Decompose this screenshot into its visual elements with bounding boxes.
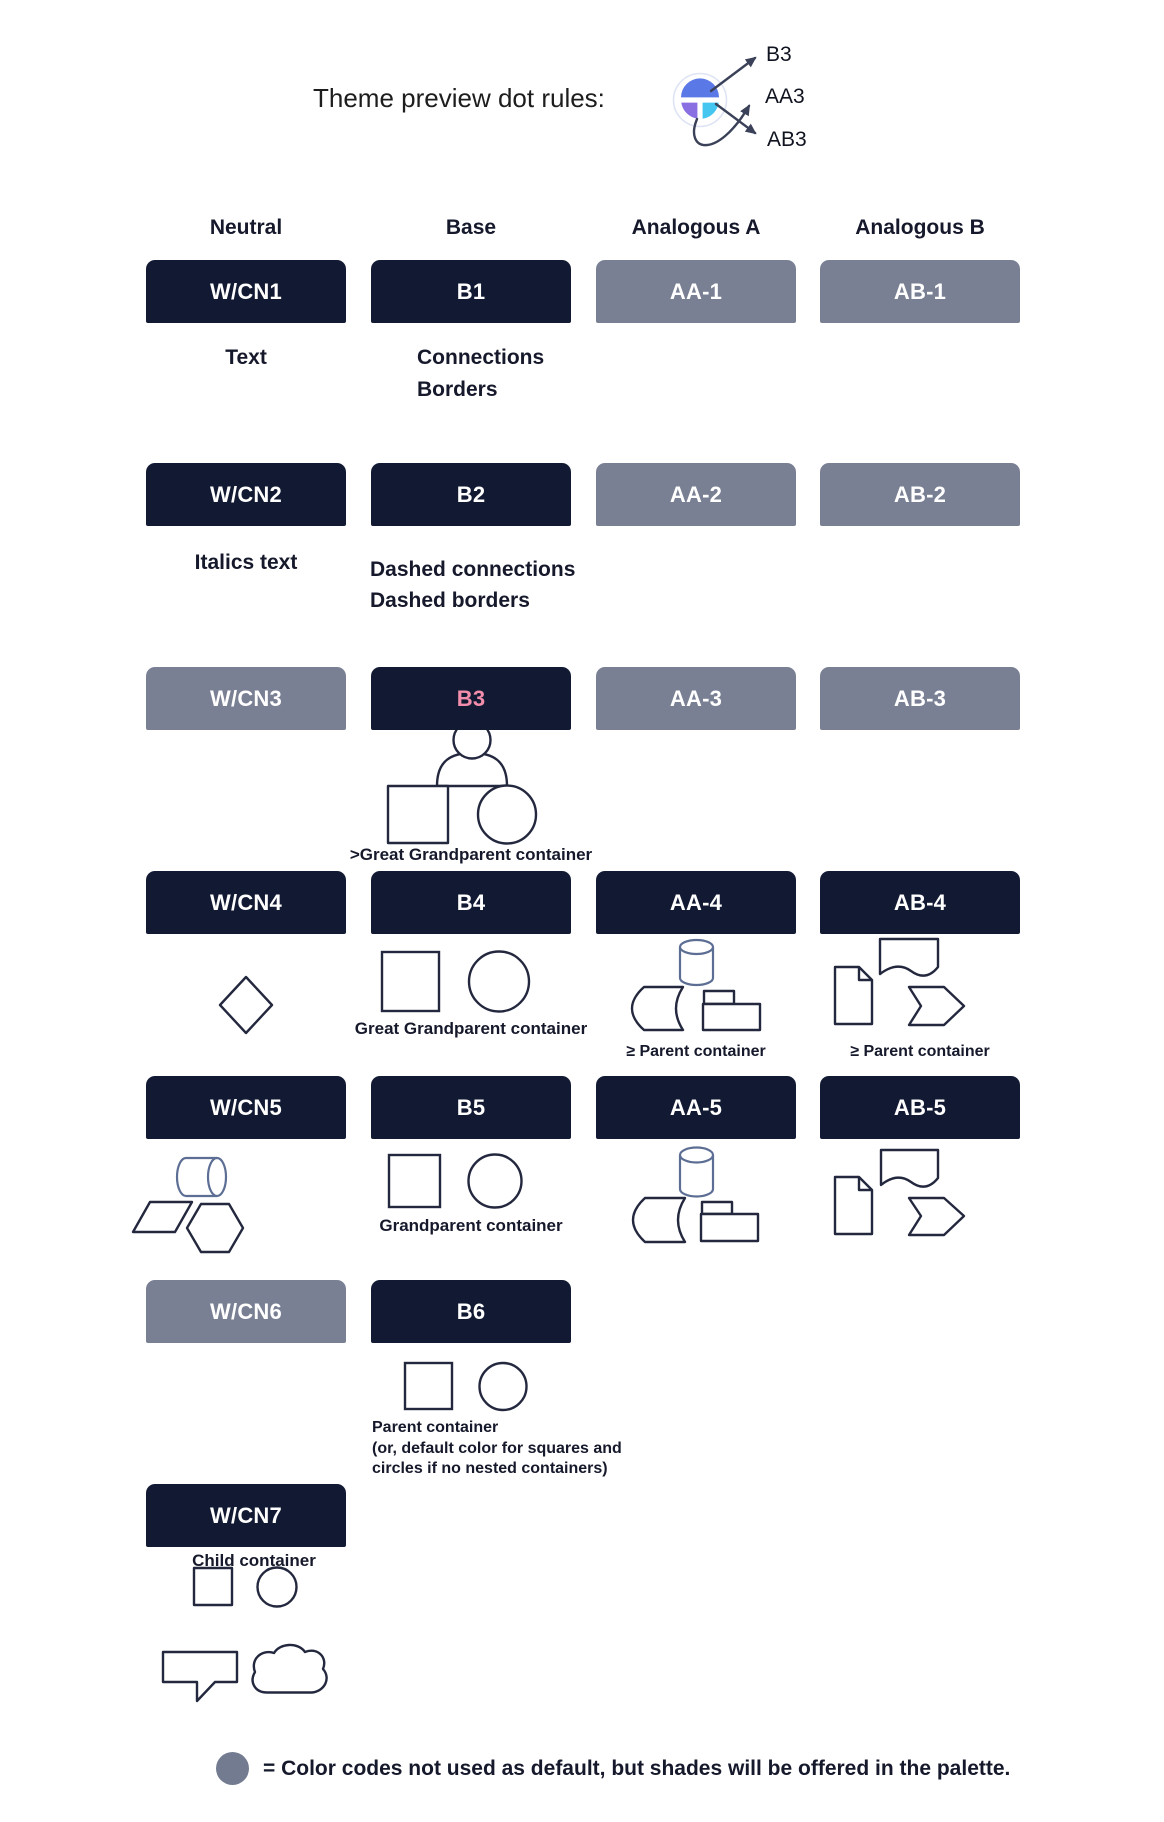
caption-line: Dashed connections (370, 558, 576, 581)
column-header-analogous-a: Analogous A (631, 216, 761, 239)
swatch-b6: B6 (371, 1280, 571, 1343)
column-header-analogous-b: Analogous B (855, 216, 985, 239)
speech-bubble-icon (163, 1652, 237, 1701)
circle-shape (480, 1363, 527, 1410)
horizontal-cylinder-rim (208, 1158, 226, 1196)
swatch-wcn3: W/CN3 (146, 667, 346, 730)
caption-line: Borders (417, 378, 498, 401)
caption-text: Text (225, 346, 267, 369)
tabbed-card-body (703, 1004, 760, 1030)
theme-preview-dot (674, 74, 727, 127)
caption-line: (or, default color for squares and (372, 1439, 622, 1457)
dot-label-aa3: AA3 (765, 85, 805, 108)
caption-dashed (370, 555, 575, 616)
caption-line: Parent container (372, 1419, 499, 1436)
column-header-base: Base (445, 216, 497, 239)
swatch-b4: B4 (371, 871, 571, 934)
circle-shape (469, 1155, 522, 1208)
square-shape (382, 952, 439, 1011)
swatch-wcn2: W/CN2 (146, 463, 346, 526)
caption-great-grandparent-gt: >Great Grandparent container (349, 845, 593, 864)
tabbed-card-tab (704, 991, 734, 1004)
swatch-b1: B1 (371, 260, 571, 323)
swatch-ab2: AB-2 (820, 463, 1020, 526)
tabbed-card-body (701, 1214, 758, 1241)
swatch-ab5: AB-5 (820, 1076, 1020, 1139)
swatch-aa1: AA-1 (596, 260, 796, 323)
swatch-b2: B2 (371, 463, 571, 526)
swatch-wcn5: W/CN5 (146, 1076, 346, 1139)
page-title: Theme preview dot rules: (313, 83, 605, 113)
circle-shape (469, 952, 529, 1012)
document-icon (835, 967, 872, 1024)
swatch-ab4: AB-4 (820, 871, 1020, 934)
square-shape (405, 1363, 452, 1409)
dot-label-b3: B3 (766, 43, 792, 66)
swatch-ab3: AB-3 (820, 667, 1020, 730)
caption-line: Dashed borders (370, 588, 530, 612)
chevron-banner-shape (909, 987, 964, 1025)
caption-parent-container-block (372, 1418, 622, 1480)
cylinder-top (680, 940, 713, 954)
document-icon (835, 1177, 872, 1234)
cylinder-top (680, 1148, 713, 1163)
stored-data-shape (633, 1198, 685, 1242)
circle-shape (478, 786, 536, 844)
parallelogram-shape (133, 1202, 192, 1232)
caption-italics-text: Italics text (194, 551, 298, 574)
arrow-to-ab3 (716, 104, 755, 133)
square-shape (194, 1568, 232, 1605)
caption-grandparent: Grandparent container (379, 1216, 563, 1235)
caption-parent-aa: ≥ Parent container (626, 1043, 766, 1060)
torn-document-shape (881, 1150, 938, 1187)
swatch-wcn1: W/CN1 (146, 260, 346, 323)
column-header-neutral: Neutral (209, 216, 283, 239)
hexagon-shape (187, 1204, 243, 1252)
torn-document-shape (880, 939, 938, 976)
swatch-aa3: AA-3 (596, 667, 796, 730)
swatch-aa4: AA-4 (596, 871, 796, 934)
dot-label-ab3: AB3 (767, 128, 807, 151)
swatch-b5: B5 (371, 1076, 571, 1139)
stored-data-shape (632, 987, 683, 1030)
swatch-aa5: AA-5 (596, 1076, 796, 1139)
circle-shape (258, 1568, 297, 1607)
swatch-ab1: AB-1 (820, 260, 1020, 323)
square-shape (389, 1155, 440, 1207)
caption-line: circles if no nested containers) (372, 1460, 608, 1477)
caption-parent-ab: ≥ Parent container (850, 1043, 990, 1060)
tabbed-card-tab (702, 1202, 732, 1214)
swatch-aa2: AA-2 (596, 463, 796, 526)
legend-text: = Color codes not used as default, but shades will be offered in the palette. (263, 1757, 1011, 1780)
caption-line: Connections (417, 346, 545, 369)
swatch-wcn4: W/CN4 (146, 871, 346, 934)
caption-great-grandparent: Great Grandparent container (354, 1019, 588, 1038)
swatch-b3: B3 (371, 667, 571, 730)
caption-child-container: Child container (192, 1551, 316, 1570)
square-shape (388, 786, 448, 843)
diamond-shape (220, 977, 272, 1033)
arrow-to-b3 (711, 58, 755, 91)
cloud-icon (253, 1645, 327, 1693)
caption-connections-borders (417, 342, 544, 406)
swatch-wcn6: W/CN6 (146, 1280, 346, 1343)
swatch-wcn7: W/CN7 (146, 1484, 346, 1547)
chevron-banner-shape (909, 1198, 964, 1235)
legend-dot-icon (216, 1752, 249, 1785)
